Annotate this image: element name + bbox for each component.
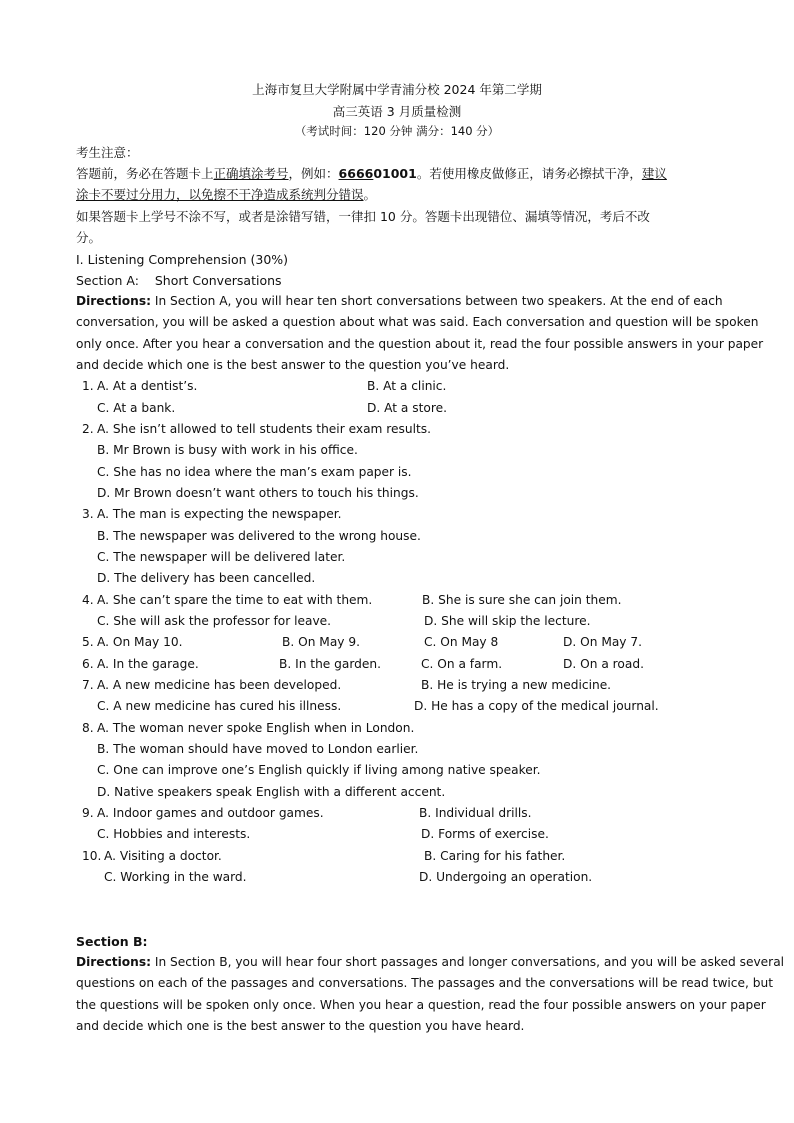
option: A. The man is expecting the newspaper. <box>97 507 342 521</box>
option: B. He is trying a new medicine. <box>421 678 612 692</box>
option: B. At a clinic. <box>367 379 447 393</box>
exam-title: 高三英语 3 月质量检测 <box>332 104 462 119</box>
question-number: 3. <box>82 507 94 521</box>
question-number: 8. <box>82 721 94 735</box>
notice-line-3: 如果答题卡上学号不涂不写，或者是涂错写错，一律扣 10 分。答题卡出现错位、漏填等情况，考后不改 <box>76 209 650 224</box>
question-number: 7. <box>82 678 94 692</box>
option: A. She isn’t allowed to tell students their exam results. <box>97 422 431 436</box>
option: C. A new medicine has cured his illness. <box>97 699 342 713</box>
question-number: 6. <box>82 657 94 671</box>
question-number: 5. <box>82 635 94 649</box>
option: A. She can’t spare the time to eat with them. <box>97 593 373 607</box>
option: A. At a dentist’s. <box>97 379 198 393</box>
option: D. On a road. <box>563 657 644 671</box>
option: B. Caring for his father. <box>424 849 566 863</box>
option: A. In the garage. <box>97 657 199 671</box>
school-title: 上海市复旦大学附属中学青浦分校 2024 年第二学期 <box>252 82 542 97</box>
option: C. One can improve one’s English quickly if living among native speaker. <box>97 763 541 777</box>
option: C. The newspaper will be delivered later. <box>97 550 346 564</box>
option: D. Undergoing an operation. <box>419 870 593 884</box>
option: B. The newspaper was delivered to the wrong house. <box>97 529 421 543</box>
question-number: 4. <box>82 593 94 607</box>
option: D. He has a copy of the medical journal. <box>414 699 659 713</box>
part1-title: I. Listening Comprehension (30%) <box>76 252 289 267</box>
option: B. She is sure she can join them. <box>422 593 622 607</box>
option: D. She will skip the lecture. <box>424 614 591 628</box>
section-b-directions: Directions: In Section B, you will hear four short passages and longer conversations, and you will be asked several questions on each of the passages and conversations. The passages and the conversations will be read twice, but the questions will be spoken only once. When you hear a question, read the four possible answers on your paper and decide which one is the best answer to the question you have heard. <box>76 955 785 1034</box>
option: C. She will ask the professor for leave. <box>97 614 332 628</box>
option: A. A new medicine has been developed. <box>97 678 342 692</box>
option: C. Hobbies and interests. <box>97 827 251 841</box>
notice-line-2: 涂卡不要过分用力，以免擦不干净造成系统判分错误。 <box>76 187 377 202</box>
option: C. On a farm. <box>421 657 503 671</box>
option: D. The delivery has been cancelled. <box>97 571 316 585</box>
option: A. On May 10. <box>97 635 183 649</box>
question-number: 10. <box>82 849 102 863</box>
option: B. In the garden. <box>279 657 382 671</box>
option: B. Mr Brown is busy with work in his office. <box>97 443 358 457</box>
question-number: 1. <box>82 379 94 393</box>
notice-title: 考生注意： <box>76 145 139 160</box>
option: C. At a bank. <box>97 401 176 415</box>
option: C. Working in the ward. <box>104 870 247 884</box>
option: D. Native speakers speak English with a different accent. <box>97 785 446 799</box>
section-a-title: Section A: Short Conversations <box>76 273 282 288</box>
option: D. Forms of exercise. <box>421 827 549 841</box>
option: C. She has no idea where the man’s exam paper is. <box>97 465 412 479</box>
option: B. On May 9. <box>282 635 360 649</box>
option: A. The woman never spoke English when in London. <box>97 721 415 735</box>
option: D. On May 7. <box>563 635 643 649</box>
notice-line-1: 答题前，务必在答题卡上正确填涂考号，例如：666601001。若使用橡皮做修正，请务必擦拭干净，建议 <box>76 166 667 181</box>
notice-line-4: 分。 <box>76 230 102 245</box>
option: A. Visiting a doctor. <box>104 849 222 863</box>
question-number: 2. <box>82 422 94 436</box>
section-b-title: Section B: <box>76 934 148 949</box>
question-number: 9. <box>82 806 94 820</box>
section-a-directions: Directions: In Section A, you will hear ten short conversations between two speakers. At the end of each conversation, you will be asked a question about what was said. Each conversation and question will be spoken only once. After you hear a conversation and the question about it, read the four possible answers in your paper and decide which one is the best answer to the question you’ve heard. <box>76 294 764 373</box>
option: B. Individual drills. <box>419 806 532 820</box>
option: B. The woman should have moved to London earlier. <box>97 742 419 756</box>
option: A. Indoor games and outdoor games. <box>97 806 324 820</box>
option: D. Mr Brown doesn’t want others to touch his things. <box>97 486 419 500</box>
exam-time-score: （考试时间：120 分钟 满分：140 分） <box>294 124 500 138</box>
option: D. At a store. <box>367 401 447 415</box>
option: C. On May 8 <box>424 635 499 649</box>
